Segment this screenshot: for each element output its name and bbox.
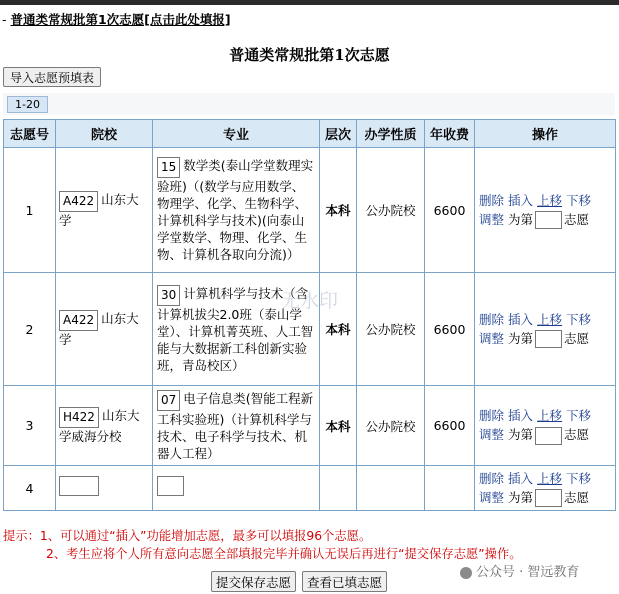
school-nature: 公办院校 — [357, 386, 425, 466]
delete-link[interactable]: 删除 — [479, 311, 505, 327]
annual-fee: 6600 — [425, 273, 475, 386]
major-cell — [153, 148, 320, 273]
move-up-link[interactable]: 上移 — [537, 192, 563, 208]
adjust-link[interactable]: 调整 — [479, 330, 505, 346]
major-code-input[interactable]: 07 — [157, 390, 180, 411]
import-prefill-button[interactable]: 导入志愿预填表 — [3, 67, 101, 87]
school-nature: 公办院校 — [357, 148, 425, 273]
delete-link[interactable]: 删除 — [479, 470, 505, 486]
watermark: 无水印 — [281, 290, 339, 312]
col-header-major: 专业 — [153, 120, 320, 148]
school-name: 山东大学 — [59, 311, 139, 347]
position-input[interactable] — [535, 330, 562, 348]
col-header-nature: 办学性质 — [357, 120, 425, 148]
major-name: 电子信息类(智能工程新工科实验班)（计算机科学与技术、电子科学与技术、机器人工程） — [157, 390, 314, 461]
volunteer-label: 志愿 — [564, 427, 590, 443]
col-header-ops: 操作 — [475, 120, 616, 148]
delete-link[interactable]: 删除 — [479, 408, 505, 424]
school-nature — [357, 466, 425, 511]
insert-link[interactable]: 插入 — [508, 470, 534, 486]
position-input[interactable] — [535, 489, 562, 507]
school-cell — [56, 148, 153, 273]
volunteer-label: 志愿 — [564, 489, 590, 505]
annual-fee: 6600 — [425, 386, 475, 466]
col-header-level: 层次 — [320, 120, 357, 148]
volunteer-no: 2 — [4, 273, 56, 386]
view-filled-button[interactable]: 查看已填志愿 — [302, 571, 387, 592]
school-cell — [56, 466, 153, 511]
volunteer-no: 1 — [4, 148, 56, 273]
school-cell — [56, 386, 153, 466]
move-down-link[interactable]: 下移 — [566, 311, 592, 327]
adjust-link[interactable]: 调整 — [479, 489, 505, 505]
move-up-link[interactable]: 上移 — [537, 311, 563, 327]
wechat-icon — [460, 567, 472, 579]
tab-range-1-20[interactable]: 1-20 — [7, 96, 48, 113]
school-code-input[interactable]: A422 — [59, 191, 98, 212]
delete-link[interactable]: 删除 — [479, 192, 505, 208]
as-no-label: 为第 — [508, 330, 534, 346]
level: 本科 — [320, 273, 357, 386]
range-tab-bar — [3, 93, 615, 115]
school-code-input[interactable] — [59, 476, 99, 496]
school-name: 山东大学威海分校 — [59, 407, 140, 444]
move-up-link[interactable]: 上移 — [537, 408, 563, 424]
volunteer-no: 4 — [4, 466, 56, 511]
major-cell — [153, 466, 320, 511]
school-nature: 公办院校 — [357, 273, 425, 386]
volunteer-no: 3 — [4, 386, 56, 466]
col-header-fee: 年收费 — [425, 120, 475, 148]
breadcrumb-prefix: - — [2, 12, 11, 27]
major-code-input[interactable] — [157, 476, 184, 496]
school-name: 山东大学 — [59, 192, 139, 228]
major-cell — [153, 386, 320, 466]
major-name: 数学类(泰山学堂数理实验班)（(数学与应用数学、物理学、化学、生物科学、计算机科学与技术)(向泰山学堂数学、物理、化学、生物、计算机各取向分流)） — [157, 158, 314, 262]
col-header-school: 院校 — [56, 120, 153, 148]
tip-line-1: 提示：1、可以通过“插入”功能增加志愿，最多可以填报96个志愿。 — [3, 529, 372, 543]
insert-link[interactable]: 插入 — [508, 192, 534, 208]
school-code-input[interactable]: H422 — [59, 407, 99, 428]
level: 本科 — [320, 148, 357, 273]
move-down-link[interactable]: 下移 — [566, 408, 592, 424]
ops-cell — [475, 148, 616, 273]
move-down-link[interactable]: 下移 — [566, 470, 592, 486]
submit-save-button[interactable]: 提交保存志愿 — [211, 571, 296, 592]
adjust-link[interactable]: 调整 — [479, 427, 505, 443]
top-bar — [0, 0, 619, 5]
annual-fee: 6600 — [425, 148, 475, 273]
tip-line-2: 2、考生应将个人所有意向志愿全部填报完毕并确认无误后再进行“提交保存志愿”操作。 — [46, 547, 522, 561]
tips-label: 提示： — [3, 529, 40, 543]
insert-link[interactable]: 插入 — [508, 311, 534, 327]
col-header-no: 志愿号 — [4, 120, 56, 148]
table-header-row — [4, 120, 616, 148]
level — [320, 466, 357, 511]
table-row — [4, 148, 616, 273]
volunteer-label: 志愿 — [564, 211, 590, 227]
volunteer-table — [3, 119, 616, 511]
as-no-label: 为第 — [508, 489, 534, 505]
ops-cell — [475, 273, 616, 386]
tips-block — [3, 527, 522, 563]
table-row — [4, 386, 616, 466]
table-row — [4, 466, 616, 511]
wechat-watermark: 公众号 · 智远教育 — [460, 561, 579, 580]
move-up-link[interactable]: 上移 — [537, 470, 563, 486]
annual-fee — [425, 466, 475, 511]
move-down-link[interactable]: 下移 — [566, 192, 592, 208]
ops-cell — [475, 466, 616, 511]
school-code-input[interactable]: A422 — [59, 310, 98, 331]
page-title: 普通类常规批第1次志愿 — [229, 46, 390, 64]
position-input[interactable] — [535, 211, 562, 229]
major-code-input[interactable]: 15 — [157, 157, 180, 178]
level: 本科 — [320, 386, 357, 466]
ops-cell — [475, 386, 616, 466]
major-name: 计算机科学与技术（含计算机拔尖2.0班（泰山学堂）、计算机菁英班、人工智能与大数据新工科创新实验班，青岛校区） — [157, 285, 314, 373]
volunteer-label: 志愿 — [564, 330, 590, 346]
breadcrumb — [2, 10, 231, 28]
insert-link[interactable]: 插入 — [508, 408, 534, 424]
bottom-buttons — [211, 571, 393, 592]
school-cell — [56, 273, 153, 386]
as-no-label: 为第 — [508, 211, 534, 227]
as-no-label: 为第 — [508, 427, 534, 443]
major-code-input[interactable]: 30 — [157, 285, 180, 306]
fill-form-link[interactable]: 普通类常规批第1次志愿[点击此处填报] — [10, 12, 231, 27]
position-input[interactable] — [535, 427, 562, 445]
adjust-link[interactable]: 调整 — [479, 211, 505, 227]
